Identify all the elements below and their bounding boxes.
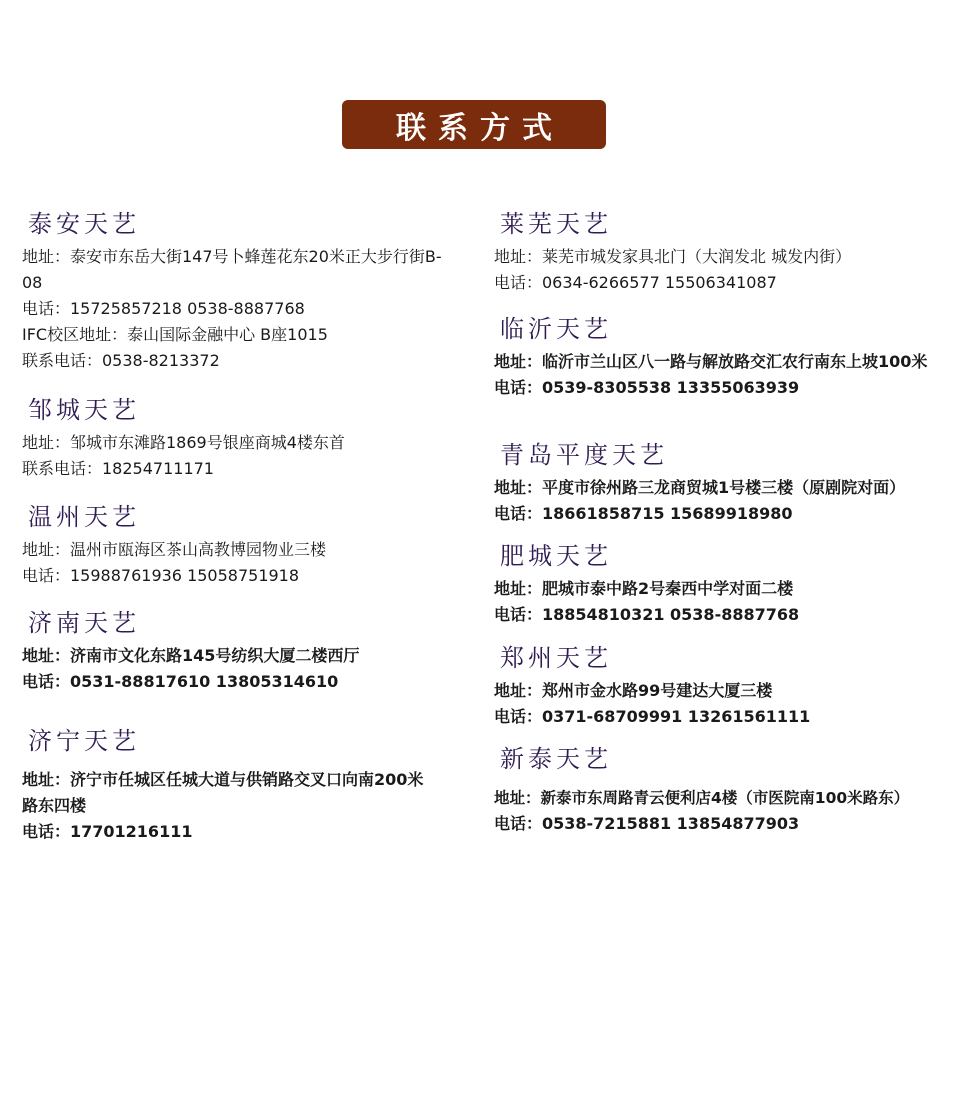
branch-address: 地址：新泰市东周路青云便利店4楼（市医院南100米路东） [494, 789, 910, 807]
branch-title: 济宁天艺 [28, 727, 140, 755]
branch-address: 地址：郑州市金水路99号建达大厦三楼 [494, 681, 773, 700]
branch-address: 地址：济宁市任城区任城大道与供销路交叉口向南200米路东四楼 [22, 770, 424, 815]
banner-title: 联系方式 [396, 110, 564, 146]
branch-address: 地址：济南市文化东路145号纺织大厦二楼西厅 [22, 646, 360, 665]
branch-contact-phone: 联系电话：0538-8213372 [22, 351, 220, 370]
branch-address: 地址：邹城市东滩路1869号银座商城4楼东首 [22, 433, 345, 452]
branch-title: 泰安天艺 [28, 210, 140, 238]
branch-phone: 电话：0371-68709991 13261561111 [494, 707, 811, 726]
branch-phone: 电话：18661858715 15689918980 [494, 504, 793, 523]
branch-title: 临沂天艺 [500, 315, 612, 343]
branch-taian [22, 208, 462, 374]
branch-contact-phone: 联系电话：18254711171 [22, 459, 214, 478]
branch-zoucheng [22, 394, 462, 482]
branch-title: 邹城天艺 [28, 396, 140, 424]
branch-phone: 电话：0539-8305538 13355063939 [494, 378, 800, 397]
branch-linyi [494, 313, 974, 401]
branch-phone: 电话：0531-88817610 13805314610 [22, 672, 339, 691]
branch-pingdu [494, 439, 974, 527]
branch-phone: 电话：15725857218 0538-8887768 [22, 299, 305, 318]
branch-title: 肥城天艺 [500, 542, 612, 570]
branch-address: 地址：临沂市兰山区八一路与解放路交汇农行南东上坡100米 [494, 352, 928, 371]
branch-title: 济南天艺 [28, 609, 140, 637]
branch-feicheng [494, 540, 974, 628]
branch-title: 莱芜天艺 [500, 210, 612, 238]
branch-address: 地址：温州市瓯海区茶山高教博园物业三楼 [22, 540, 327, 559]
branch-campus-address: IFC校区地址：泰山国际金融中心 B座1015 [22, 325, 328, 344]
branch-address: 地址：平度市徐州路三龙商贸城1号楼三楼（原剧院对面） [494, 478, 906, 497]
branch-phone: 电话：0634-6266577 15506341087 [494, 273, 777, 292]
branch-phone: 电话：15988761936 15058751918 [22, 566, 300, 585]
branch-title: 新泰天艺 [500, 745, 612, 773]
branch-wenzhou [22, 501, 462, 589]
branch-xintai [494, 743, 974, 837]
branch-jinan [22, 607, 462, 695]
branch-address: 地址：莱芜市城发家具北门（大润发北 城发内街） [494, 247, 852, 266]
branch-address: 地址：泰安市东岳大街147号卜蜂莲花东20米正大步行街B-08 [22, 247, 442, 292]
branch-phone: 电话：17701216111 [22, 822, 193, 841]
branch-phone: 电话：0538-7215881 13854877903 [494, 814, 800, 833]
branch-phone: 电话：18854810321 0538-8887768 [494, 605, 800, 624]
branch-title: 青岛平度天艺 [500, 441, 668, 469]
branch-laiwu [494, 208, 974, 296]
branch-jining [22, 725, 462, 845]
branch-title: 郑州天艺 [500, 644, 612, 672]
branch-title: 温州天艺 [28, 503, 140, 531]
section-banner [342, 100, 606, 149]
branch-address: 地址：肥城市泰中路2号秦西中学对面二楼 [494, 579, 794, 598]
branch-zhengzhou [494, 642, 974, 730]
